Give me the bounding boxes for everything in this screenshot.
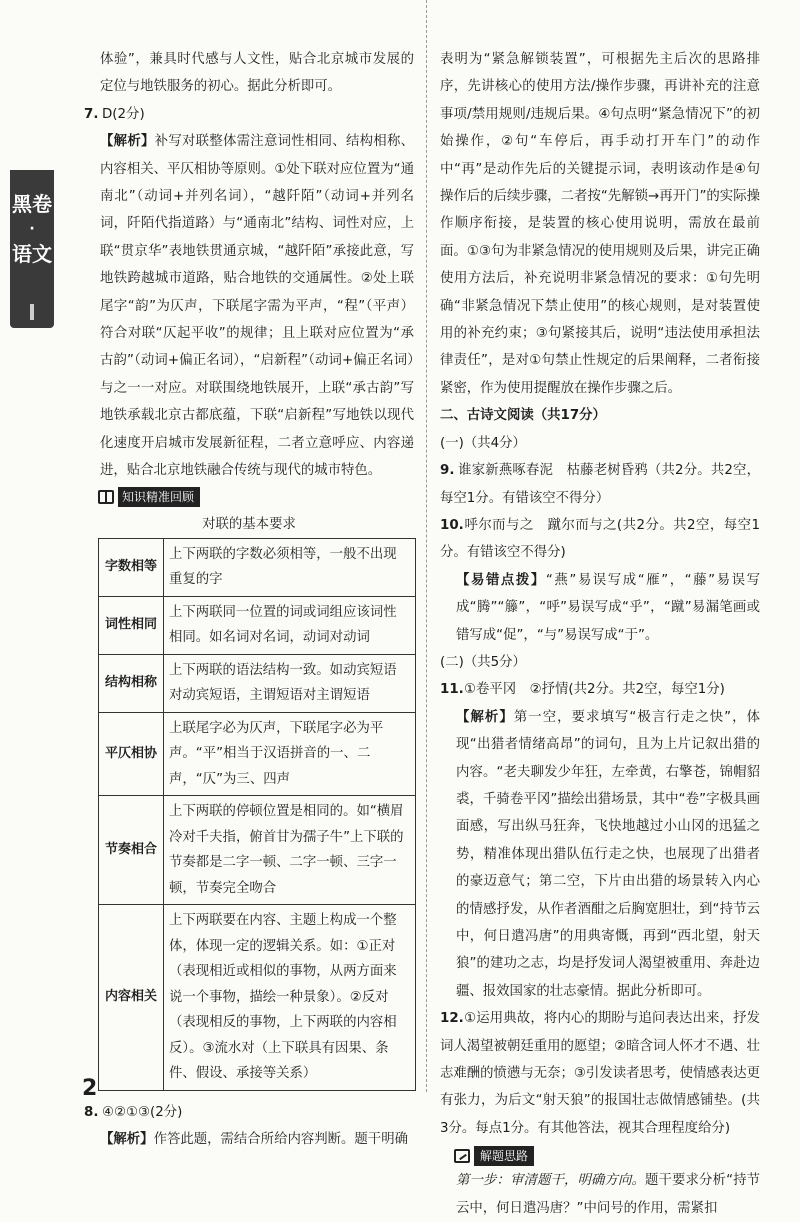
section-2-heading: 二、古诗文阅读（共17分）	[440, 408, 606, 424]
table-row	[99, 712, 416, 796]
q9-number: 9.	[440, 463, 455, 479]
left-intro-paragraph: 体验”，兼具时代感与人文性，贴合北京城市发展的定位与地铁服务的初心。据此分析即可。	[100, 52, 414, 95]
table-row	[99, 538, 416, 596]
side-tab	[10, 170, 54, 328]
q8-analysis	[84, 1126, 414, 1153]
q10-text: 呼尔而与之 蹴尔而与之(共2分。共2空，每空1分。有错该空不得分)	[440, 517, 760, 561]
q7-analysis	[84, 128, 414, 484]
q7-analysis-text: 补写对联整体需注意词性相同、结构相称、内容相关、平仄相协等原则。①处下联对应位置为“通南北”（动词+并列名词），“越阡陌”（动词+并列名词，阡陌代指道路）与“通南北”结构、词性对应，上联“贯京华”表地铁贯通京城，“越阡陌”承接此意，写地铁跨越城市道路，贴合地铁的交通属性。②处上联尾字“韵”为仄声，下联尾字需为平声，“程”（平声）符合对联“仄起平收”的规律；且上联对应位置为“承古韵”（动词+偏正名词），“启新程”（动词+偏正名词）与之一一对应。对联围绕地铁展开，上联“承古韵”写地铁承载北京古都底蕴，下联“启新程”写地铁以现代化速度开启城市发展新征程，二者立意呼应、内容递进，贴合北京地铁融合传统与现代的城市特色。	[100, 134, 414, 479]
q8-analysis-text: 作答此题，需结合所给内容判断。题干明确	[153, 1131, 408, 1147]
q7-number: 7.	[84, 106, 99, 122]
side-tab-line1: 黑卷	[12, 192, 52, 216]
q11-analysis	[440, 704, 760, 1005]
table-title: 对联的基本要求	[202, 516, 296, 532]
q7-answer: D(2分)	[102, 106, 145, 122]
q12-number: 12.	[440, 1011, 464, 1027]
table-row-value: 上联尾字必为仄声，下联尾字必为平声。“平”相当于汉语拼音的一、二声，“仄”为三、四声	[164, 712, 416, 796]
q11-item	[440, 676, 760, 703]
q10-item	[440, 512, 760, 567]
table-row-value: 上下两联的字数必须相等，一般不出现重复的字	[164, 538, 416, 596]
q10-number: 10.	[440, 517, 464, 533]
column-divider	[426, 0, 427, 1092]
table-row-key: 节奏相合	[99, 796, 164, 905]
q12-text: ①运用典故，将内心的期盼与追问表达出来，抒发词人渴望被朝廷重用的愿望；②暗含词人怀才不遇、壮志难酬的愤懑与无奈；③引发读者思考，使情感表达更有张力，为后文“射天狼”的报国壮志做情感铺垫。(共3分。每点1分。有其他答法，视其合理程度给分)	[440, 1011, 760, 1136]
table-row-value: 上下两联要在内容、主题上构成一个整体，体现一定的逻辑关系。如：①正对（表现相近或相似的事物，从两方面来说一个事物，描绘一种景象）。②反对（表现相反的事物，上下两联的内容相反）。③流水对（上下联具有因果、条件、假设、承接等关系）	[164, 905, 416, 1091]
table-row	[99, 654, 416, 712]
q12-item	[440, 1005, 760, 1142]
q9-item	[440, 457, 760, 512]
q11-analysis-tag: 【解析】	[456, 709, 514, 725]
right-q8-continued: 表明为“紧急解锁装置”，可根据先主后次的思路排序，先讲核心的使用方法/操作步骤，再讲补充的注意事项/禁用规则/违规后果。④句点明“紧急情况下”的初始操作，②句“车停后，再手动打开车门”的动作中“再”是动作先后的关键提示词，表明该动作是④句操作后的后续步骤，二者按“先解锁→再开门”的实际操作顺序衔接，是装置的核心使用说明，需放在最前面。①③句为非紧急情况的使用规则及后果，讲完正确使用方法后，补充说明非紧急情况的要求：①句先明确“非紧急情况下禁止使用”的核心规则，是对装置使用的补充约束；③句紧接其后，说明“违法使用承担法律责任”，是对①句禁止性规定的后果阐释，二者衔接紧密，作为使用提醒放在操作步骤之后。	[440, 52, 760, 396]
couplet-requirements-table	[98, 538, 416, 1091]
q8-line	[84, 1099, 414, 1126]
table-row-value: 上下两联的语法结构一致。如动宾短语对动宾短语，主谓短语对主谓短语	[164, 654, 416, 712]
q7-analysis-tag: 【解析】	[100, 134, 155, 150]
q9-text: 谁家新燕啄春泥 枯藤老树昏鸦（共2分。共2空，每空1分。有错该空不得分）	[440, 463, 760, 506]
table-row	[99, 596, 416, 654]
q8-number: 8.	[84, 1104, 99, 1120]
table-row-value: 上下两联的停顿位置是相同的。如“横眉冷对千夫指，俯首甘为孺子牛”上下联的节奏都是二字一顿、二字一顿、三字一顿，节奏完全吻合	[164, 796, 416, 905]
book-icon	[98, 490, 114, 504]
step-1-label: 第一步：审清题干，明确方向。	[456, 1173, 646, 1189]
table-row	[99, 796, 416, 905]
knowledge-review-text: 知识精准回顾	[118, 487, 200, 507]
table-row-key: 字数相等	[99, 538, 164, 596]
solution-approach-label	[454, 1146, 534, 1166]
step-1-paragraph	[440, 1167, 760, 1222]
table-row-key: 词性相同	[99, 596, 164, 654]
q11-number: 11.	[440, 682, 464, 698]
subsection-1-heading: (一)（共4分）	[440, 435, 526, 451]
q7-line	[84, 101, 414, 128]
left-column	[84, 46, 414, 1153]
side-tab-dot: ·	[29, 221, 35, 237]
q8-analysis-tag: 【解析】	[100, 1131, 154, 1147]
table-row	[99, 905, 416, 1091]
q10-note	[440, 567, 760, 649]
q10-note-text: “燕”易误写成“雁”，“藤”易误写成“腾”“籐”，“呼”易误写成“乎”，“蹴”易漏笔画或错写成“促”，“与”易误写成“于”。	[456, 572, 761, 643]
q11-analysis-text: 第一空，要求填写“极言行走之快”，体现“出猎者情绪高昂”的词句，且为上片记叙出猎的内容。“老夫聊发少年狂，左牵黄，右擎苍，锦帽貂裘，千骑卷平冈”描绘出猎场景，其中“卷”字极具画面感，写出纵马狂奔，飞快地越过小山冈的迅猛之势，精准体现出猎队伍行走之快，也展现了出猎者的豪迈意气；第二空，下片由出猎的场景转入内心的情感抒发，从作者酒酣之后胸宽胆壮，到“持节云中，何日遣冯唐”的用典寄慨，再到“西北望，射天狼”的建功之志，均是抒发词人渴望被重用、奔赴边疆、报效国家的壮志豪情。据此分析即可。	[456, 709, 760, 999]
side-tab-line2: 语文	[12, 242, 52, 266]
subsection-2-heading: (二)（共5分）	[440, 654, 526, 670]
pencil-icon	[454, 1149, 470, 1163]
q10-note-tag: 【易错点拨】	[456, 572, 546, 588]
right-column	[440, 46, 760, 1222]
table-row-key: 平仄相协	[99, 712, 164, 796]
q8-answer: ④②①③(2分)	[102, 1104, 183, 1120]
side-tab-marker	[30, 304, 34, 320]
q11-text: ①卷平冈 ②抒情(共2分。共2空，每空1分)	[464, 682, 725, 698]
knowledge-review-label	[98, 487, 200, 507]
table-row-value: 上下两联同一位置的词或词组应该词性相同。如名词对名词，动词对动词	[164, 596, 416, 654]
page-number: 2	[82, 1076, 98, 1101]
table-row-key: 内容相关	[99, 905, 164, 1091]
table-row-key: 结构相称	[99, 654, 164, 712]
step-1-text: 题干要求分析“持节云中，何日遣冯唐？”中问号的作用，需紧扣	[456, 1173, 761, 1216]
solution-approach-text: 解题思路	[474, 1146, 534, 1166]
